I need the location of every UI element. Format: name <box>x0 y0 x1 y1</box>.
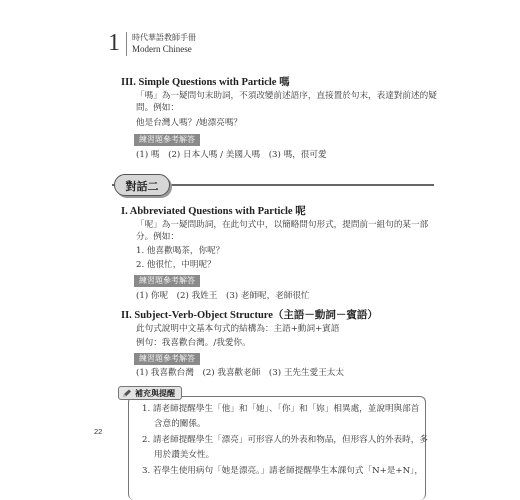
practice-answers: (1) 你呢 (2) 我姓王 (3) 老師呢，老師很忙 <box>136 291 310 301</box>
section-paragraph: 此句式說明中文基本句式的結構為：主語+動詞+賓語 <box>136 324 340 334</box>
practice-answers-tag: 練習題參考解答 <box>134 134 200 146</box>
section-example: 例句：我喜歡台灣。/我愛你。 <box>136 338 251 348</box>
pencil-icon <box>122 389 132 398</box>
header-divider <box>126 32 127 56</box>
section-paragraph: 「呢」為一疑問助詞，在此句式中，以簡略問句形式，提問前一組句的某一部 <box>136 220 429 230</box>
section-example: 他是台灣人嗎？/她漂亮嗎？ <box>136 118 243 128</box>
section-example: 1. 他喜歡喝茶，你呢？ <box>136 246 225 256</box>
section-title-simple-questions: III. Simple Questions with Particle 嗎 <box>121 77 290 88</box>
practice-answers-tag: 練習題參考解答 <box>134 275 200 287</box>
page-header <box>108 30 448 60</box>
section-title-abbreviated-questions: I. Abbreviated Questions with Particle 呢 <box>121 206 306 217</box>
section-paragraph: 分。例如： <box>136 232 179 242</box>
note-item: 1. 請老師提醒學生「他」和「她」、「你」和「妳」相異處，並說明與部首 <box>142 404 420 414</box>
section-paragraph: 問。例如： <box>136 103 179 113</box>
section-title-svo-structure: II. Subject-Verb-Object Structure（主語－動詞－賓語） <box>121 310 378 321</box>
book-title-en: Modern Chinese <box>132 44 192 54</box>
notes-tab <box>118 386 182 400</box>
section-example: 2. 他很忙，中明呢？ <box>136 260 216 270</box>
practice-answers: (1) 嗎 (2) 日本人嗎 / 美國人嗎 (3) 嗎，很可愛 <box>136 150 327 160</box>
note-item: 含意的關係。 <box>154 419 206 429</box>
dialog-banner <box>112 174 434 196</box>
banner-pill <box>114 174 170 196</box>
dialog-label: 對話二 <box>125 180 159 193</box>
book-title-zh: 時代華語教師手冊 <box>132 33 196 42</box>
page-number: 22 <box>94 427 103 436</box>
note-item: 2. 請老師提醒學生「漂亮」可形容人的外表和物品，但形容人的外表時，多 <box>142 435 428 445</box>
chapter-number: 1 <box>108 30 120 56</box>
note-item: 3. 若學生使用病句「她是漂亮。」請老師提醒學生本課句式「N+是+N」， <box>142 466 423 476</box>
section-paragraph: 「嗎」為一疑問句末助詞，不須改變前述語序，直接置於句末，表達對前述的疑 <box>136 91 437 101</box>
practice-answers: (1) 我喜歡台灣 (2) 我喜歡老師 (3) 王先生愛王太太 <box>136 368 344 378</box>
note-item: 用於讚美女性。 <box>154 450 215 460</box>
practice-answers-tag: 練習題參考解答 <box>134 353 200 365</box>
notes-tab-label: 補充與提醒 <box>135 388 175 398</box>
